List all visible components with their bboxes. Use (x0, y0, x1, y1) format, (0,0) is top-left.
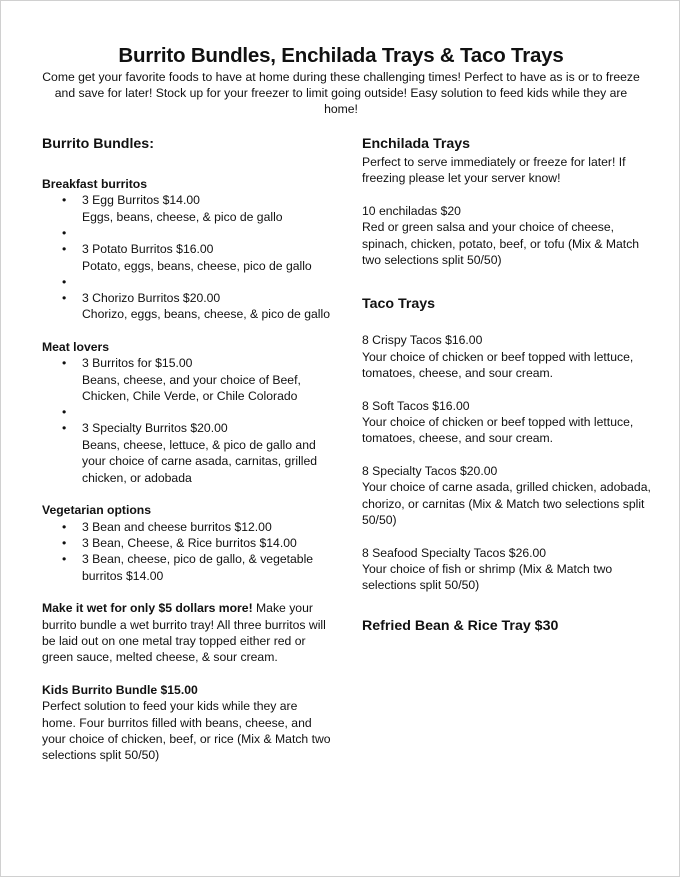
list-item (42, 290, 332, 323)
list-item (42, 192, 332, 225)
item-name: • 3 Burritos for $15.00 (82, 356, 193, 371)
list-item: • 3 Bean and cheese burritos $12.00 (42, 519, 332, 535)
taco-item-desc: Your choice of chicken or beef topped with lettuce, tomatoes, cheese, and sour cream. (362, 415, 634, 446)
wet-burrito-bold: Make it wet for only $5 dollars more! (42, 601, 253, 616)
left-column (42, 136, 332, 764)
list-item: • 3 Bean, cheese, pico de gallo, & vegetable burritos $14.00 (42, 551, 332, 584)
taco-item-name: 8 Soft Tacos $16.00 (362, 398, 470, 413)
vegetarian-heading: Vegetarian options (42, 503, 152, 518)
taco-item-desc: Your choice of fish or shrimp (Mix & Match two selections split 50/50) (362, 561, 613, 593)
list-item (42, 420, 332, 486)
enchilada-item-desc: Red or green salsa and your choice of cheese, spinach, chicken, potato, beef, or tofu (Mix & Match two selections split 50/50) (362, 220, 640, 268)
item-desc: Beans, cheese, lettuce, & pico de gallo and your choice of carne asada, carnitas, grilled chicken, or adobada (82, 437, 318, 485)
item-desc: Chorizo, eggs, beans, cheese, & pico de gallo (82, 307, 330, 322)
kids-bundle-text: Perfect solution to feed your kids while they are home. Four burritos filled with beans, cheese, and your choice of chicken, beef, or rice (Mix & Match two selections split 50/50) (42, 699, 331, 763)
taco-item-name: 8 Crispy Tacos $16.00 (362, 333, 483, 348)
kids-bundle-heading: Kids Burrito Bundle $15.00 (42, 682, 198, 697)
spacer (42, 274, 332, 290)
item-name: • 3 Chorizo Burritos $20.00 (82, 291, 221, 306)
vegetarian-list (42, 519, 332, 585)
list-item (42, 241, 332, 274)
list-item: • 3 Bean, Cheese, & Rice burritos $14.00 (42, 535, 332, 551)
meat-list (42, 355, 332, 486)
item-name: • 3 Specialty Burritos $20.00 (82, 421, 228, 436)
taco-item-name: 8 Seafood Specialty Tacos $26.00 (362, 545, 547, 560)
enchilada-heading: Enchilada Trays (362, 136, 471, 152)
taco-item-desc: Your choice of chicken or beef topped with lettuce, tomatoes, cheese, and sour cream. (362, 349, 634, 381)
list-item (42, 355, 332, 404)
spacer (42, 225, 332, 241)
taco-item-desc: Your choice of carne asada, grilled chicken, adobada, chorizo, or carnitas (Mix & Match two selections split 50/50) (362, 480, 651, 528)
breakfast-list (42, 192, 332, 322)
breakfast-heading: Breakfast burritos (42, 177, 147, 191)
wet-burrito-text: Make your burrito bundle a wet burrito tray! All three burritos will be laid out on one metal tray topped either red or green sauce, melted cheese, & sour cream. (42, 601, 326, 665)
wet-burrito-note (42, 600, 332, 666)
burrito-bundles-heading: Burrito Bundles: (42, 136, 154, 152)
page-title: Burrito Bundles, Enchilada Trays & Taco Trays (118, 44, 564, 67)
taco-item-name: 8 Specialty Tacos $20.00 (362, 463, 498, 478)
item-name: • 3 Egg Burritos $14.00 (82, 193, 200, 208)
meat-lovers-heading: Meat lovers (42, 339, 110, 354)
enchilada-item-name: 10 enchiladas $20 (362, 203, 461, 218)
refried-bean-rice-heading: Refried Bean & Rice Tray $30 (362, 617, 559, 634)
enchilada-note: Perfect to serve immediately or freeze for later! If freezing please let your server know! (362, 155, 626, 186)
right-column (362, 136, 652, 634)
item-desc: Potato, eggs, beans, cheese, pico de gallo (82, 258, 312, 273)
taco-trays-heading: Taco Trays (362, 296, 436, 313)
item-desc: Eggs, beans, cheese, & pico de gallo (82, 209, 283, 224)
spacer (42, 404, 332, 420)
intro-text: Come get your favorite foods to have at home during these challenging times! Perfect to have as is or to freeze and save for later! Stock up for your freezer to limit going outside! Easy solution to feed kids while they are home! (42, 70, 640, 116)
item-desc: Beans, cheese, and your choice of Beef, Chicken, Chile Verde, or Chile Colorado (82, 372, 301, 404)
item-name: • 3 Potato Burritos $16.00 (82, 242, 214, 257)
